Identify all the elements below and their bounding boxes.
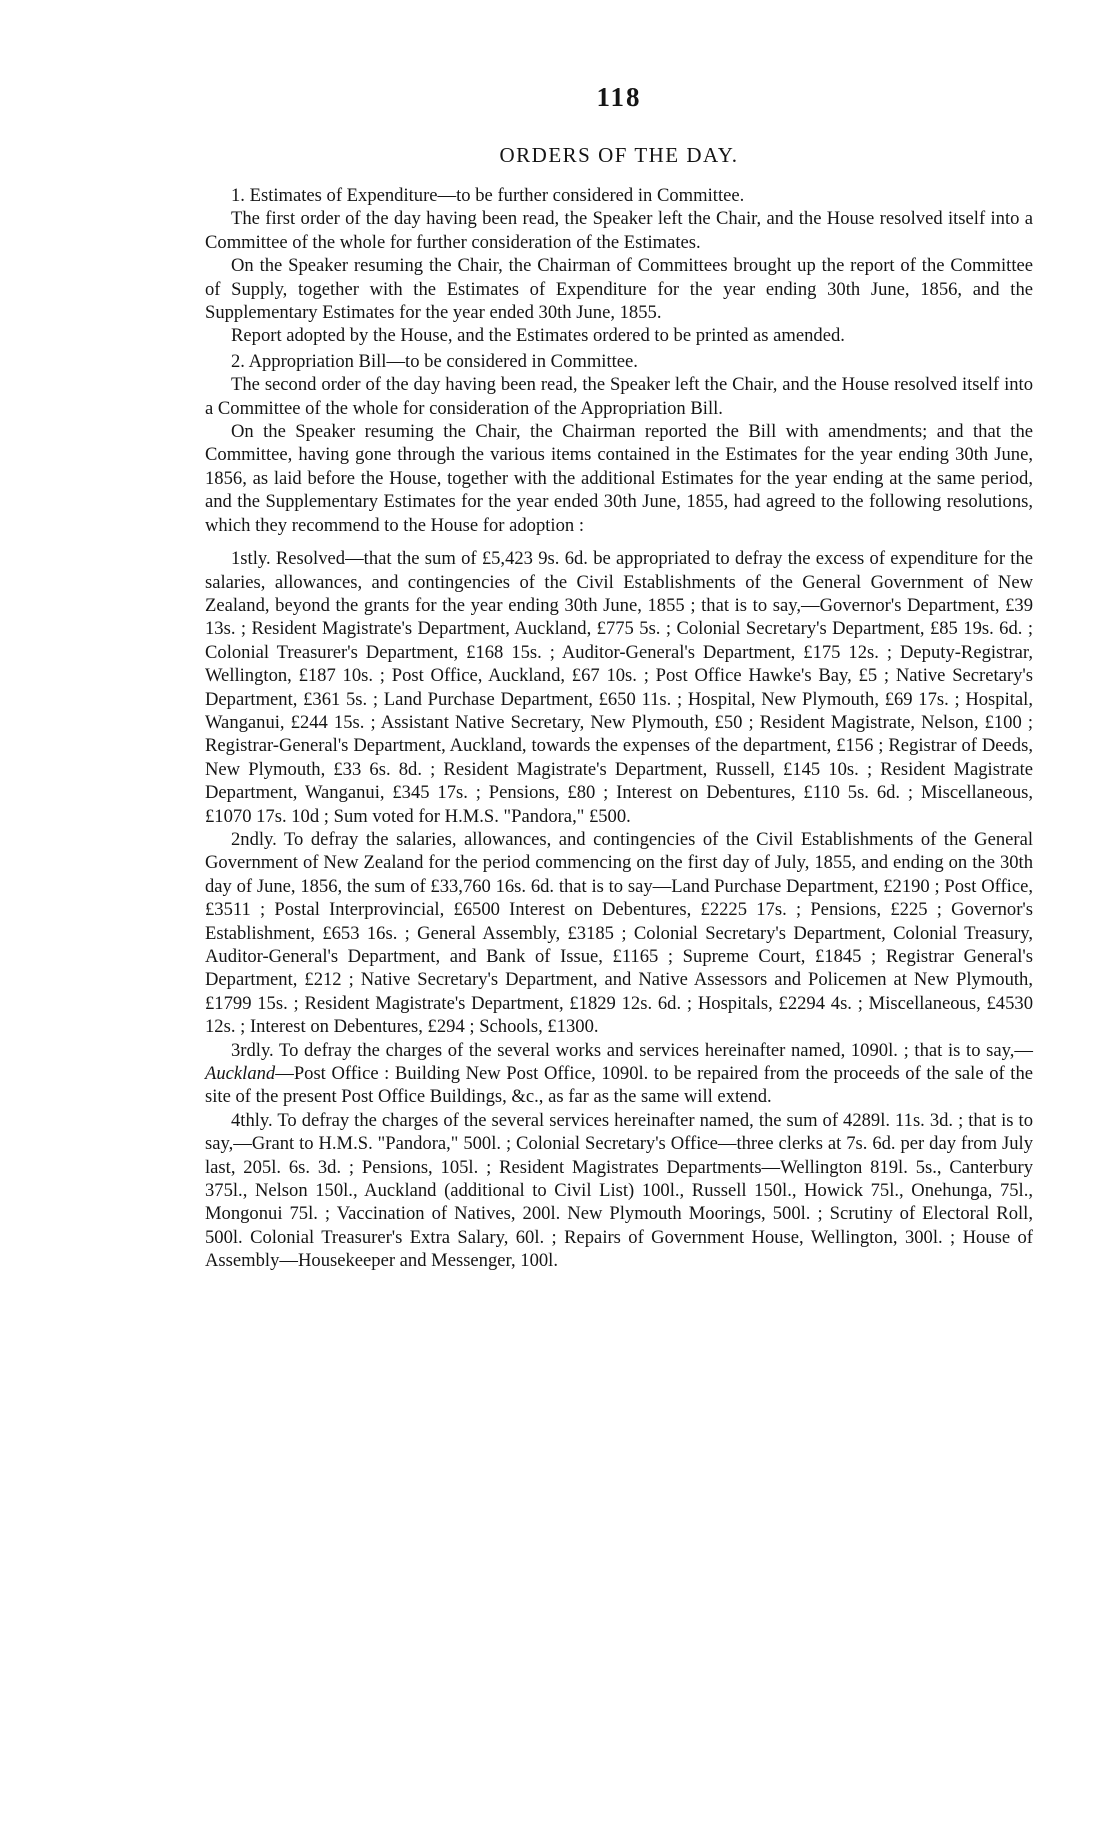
order-1-paragraph-3: Report adopted by the House, and the Estimates ordered to be printed as amended. <box>231 325 845 347</box>
resolution-third-rest: —Post Office : Building New Post Office, 1090l. to be repaired from the proceeds of the sale of the site of the present Post Office Buildings, &c., as far as the same will extend. <box>205 1063 1033 1108</box>
order-2-paragraph-1: The second order of the day having been read, the Speaker left the Chair, and the House resolved itself into a Committee of the whole for consideration of the Appropriation Bill. <box>205 374 1033 419</box>
resolution-third-intro: 3rdly. To defray the charges of the several works and services hereinafter named, 1090l. ; that is to say,— <box>231 1039 1033 1061</box>
document-page <box>205 60 1033 1273</box>
resolution-third <box>205 1039 1033 1109</box>
page-number: 118 <box>596 82 642 112</box>
resolution-fourth: 4thly. To defray the charges of the several services hereinafter named, the sum of 4289l. 11s. 3d. ; that is to say,—Grant to H.M.S. "Pandora," 500l. ; Colonial Secretary's Office—three clerks at 7s. 6d. per day from July last, 205l. 6s. 3d. ; Pensions, 105l. ; Resident Magistrates Departments—Wellington 819l. 5s., Canterbury 375l., Nelson 150l., Auckland (additional to Civil List) 100l., Russell 150l., Howick 75l., Onehunga, 75l., Mongonui 75l. ; Vaccination of Natives, 200l. New Plymouth Moorings, 500l. ; Scrutiny of Electoral Roll, 500l. Colonial Treasurer's Extra Salary, 60l. ; Repairs of Government House, Wellington, 300l. ; House of Assembly—Housekeeper and Messenger, 100l. <box>205 1109 1033 1272</box>
order-1-paragraph-2: On the Speaker resuming the Chair, the Chairman of Committees brought up the report of the Committee of Supply, together with the Estimates of Expenditure for the year ending 30th June, 1856, and the Supplementary Estimates for the year ended 30th June, 1855. <box>205 255 1033 324</box>
order-2-paragraph-2: On the Speaker resuming the Chair, the Chairman reported the Bill with amendments; and that the Committee, having gone through the various items contained in the Estimates for the year ending 30th June, 1856, as laid before the House, together with the additional Estimates for the year ending at the same period, and the Supplementary Estimates for the year ended 30th June, 1855, had agreed to the following resolutions, which they recommend to the House for adoption : <box>205 421 1033 536</box>
resolution-third-place: Auckland <box>205 1063 276 1085</box>
order-1-title: 1. Estimates of Expenditure—to be further considered in Committee. <box>231 185 745 206</box>
order-2-title: 2. Appropriation Bill—to be considered in Committee. <box>231 350 638 372</box>
resolution-second: 2ndly. To defray the salaries, allowances, and contingencies of the Civil Establishments of the General Government of New Zealand for the period commencing on the first day of July, 1855, and ending on the 30th day of June, 1856, the sum of £33,760 16s. 6d. that is to say—Land Purchase Department, £2190 ; Post Office, £3511 ; Postal Interprovincial, £6500 Interest on Debentures, £2225 17s. ; Pensions, £225 ; Governor's Establishment, £653 16s. ; General Assembly, £3185 ; Colonial Secretary's Department, Colonial Treasury, Auditor-General's Department, and Bank of Issue, £1165 ; Supreme Court, £1845 ; Registrar General's Department, £212 ; Native Secretary's Department, and Native Assessors and Policemen at New Plymouth, £1799 15s. ; Resident Magistrate's Department, £1829 12s. 6d. ; Hospitals, £2294 4s. ; Miscellaneous, £4530 12s. ; Interest on Debentures, £294 ; Schools, £1300. <box>205 828 1033 1038</box>
order-1-paragraph-1: The first order of the day having been read, the Speaker left the Chair, and the House resolved itself into a Committee of the whole for further consideration of the Estimates. <box>205 208 1033 253</box>
resolution-first: 1stly. Resolved—that the sum of £5,423 9s. 6d. be appropriated to defray the excess of expenditure for the salaries, allowances, and contingencies of the Civil Establishments of the General Government of New Zealand, beyond the grants for the year ending 30th June, 1855 ; that is to say,—Governor's Department, £39 13s. ; Resident Magistrate's Department, Auckland, £775 5s. ; Colonial Secretary's Department, £85 19s. 6d. ; Colonial Treasurer's Department, £168 15s. ; Auditor-General's Department, £175 12s. ; Deputy-Registrar, Wellington, £187 10s. ; Post Office, Auckland, £67 10s. ; Post Office Hawke's Bay, £5 ; Native Secretary's Department, £361 5s. ; Land Purchase Department, £650 11s. ; Hospital, New Plymouth, £69 17s. ; Hospital, Wanganui, £244 15s. ; Assistant Native Secretary, New Plymouth, £50 ; Resident Magistrate, Nelson, £100 ; Registrar-General's Department, Auckland, towards the expenses of the department, £156 ; Registrar of Deeds, New Plymouth, £33 6s. 8d. ; Resident Magistrate's Department, Russell, £145 10s. ; Resident Magistrate Department, Wanganui, £345 17s. ; Pensions, £80 ; Interest on Debentures, £110 5s. 6d. ; Miscellaneous, £1070 17s. 10d ; Sum voted for H.M.S. "Pandora," £500. <box>205 548 1033 827</box>
section-heading: ORDERS OF THE DAY. <box>499 143 739 167</box>
